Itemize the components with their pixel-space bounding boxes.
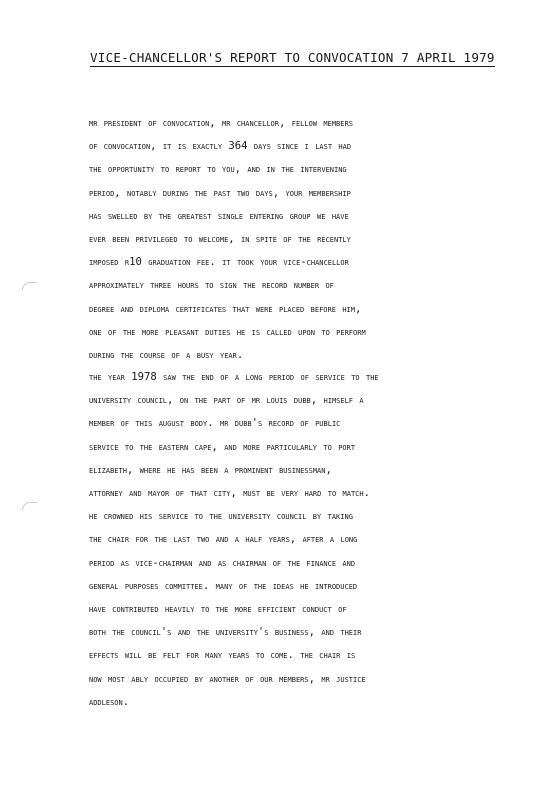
text-line: of convocation, it is exactly 364 days since i last had [89,140,352,153]
text-line: addleson. [89,695,130,708]
text-line: effects will be felt for many years to come. the chair is [89,649,356,662]
paragraph-1 [89,112,519,367]
punch-hole-mark [22,502,37,510]
text-line: approximately three hours to sign the record number of [89,279,334,292]
page-title: VICE-CHANCELLOR'S REPORT TO CONVOCATION 7 APRIL 1979 [90,50,495,65]
text-line: elizabeth, where he has been a prominent businessman, [89,463,332,476]
text-line: the chair for the last two and a half years, after a long [89,533,358,546]
text-line: service to the eastern cape, and more particularly to port [89,440,356,453]
text-line: the opportunity to report to you, and in the intervening [89,163,347,176]
text-line: attorney and mayor of that city, must be very hard to match. [89,487,370,500]
text-line: have contributed heavily to the more efficient conduct of [89,603,347,616]
text-line: imposed r10 graduation fee. it took your vice-chancellor [89,256,349,269]
punch-hole-mark [22,282,37,290]
text-line: ever been privileged to welcome, in spite of the recently [89,233,351,246]
text-line: degree and diploma certificates that were placed before him, [89,302,362,315]
paragraph-2 [89,366,519,714]
text-line: period as vice-chairman and as chairman of the finance and [89,556,356,569]
text-line: one of the more pleasant duties he is called upon to perform [89,325,366,338]
text-line: general purposes committee. many of the ideas he introduced [89,579,358,592]
text-line: the year 1978 saw the end of a long period of service to the [89,371,379,383]
text-line: member of this august body. mr dubb's record of public [89,417,341,430]
text-line: both the council's and the university's business, and their [89,626,362,639]
text-line: mr president of convocation, mr chancellor, fellow members [89,117,353,129]
text-line: during the course of a busy year. [89,349,244,362]
text-line: has swelled by the greatest single entering group we have [89,209,349,222]
text-line: he crowned his service to the university council by taking [89,510,353,523]
text-line: university council, on the part of mr louis dubb, himself a [89,394,364,407]
text-line: now most ably occupied by another of our members, mr justice [89,672,366,685]
text-line: period, notably during the past two days, your membership [89,186,351,199]
